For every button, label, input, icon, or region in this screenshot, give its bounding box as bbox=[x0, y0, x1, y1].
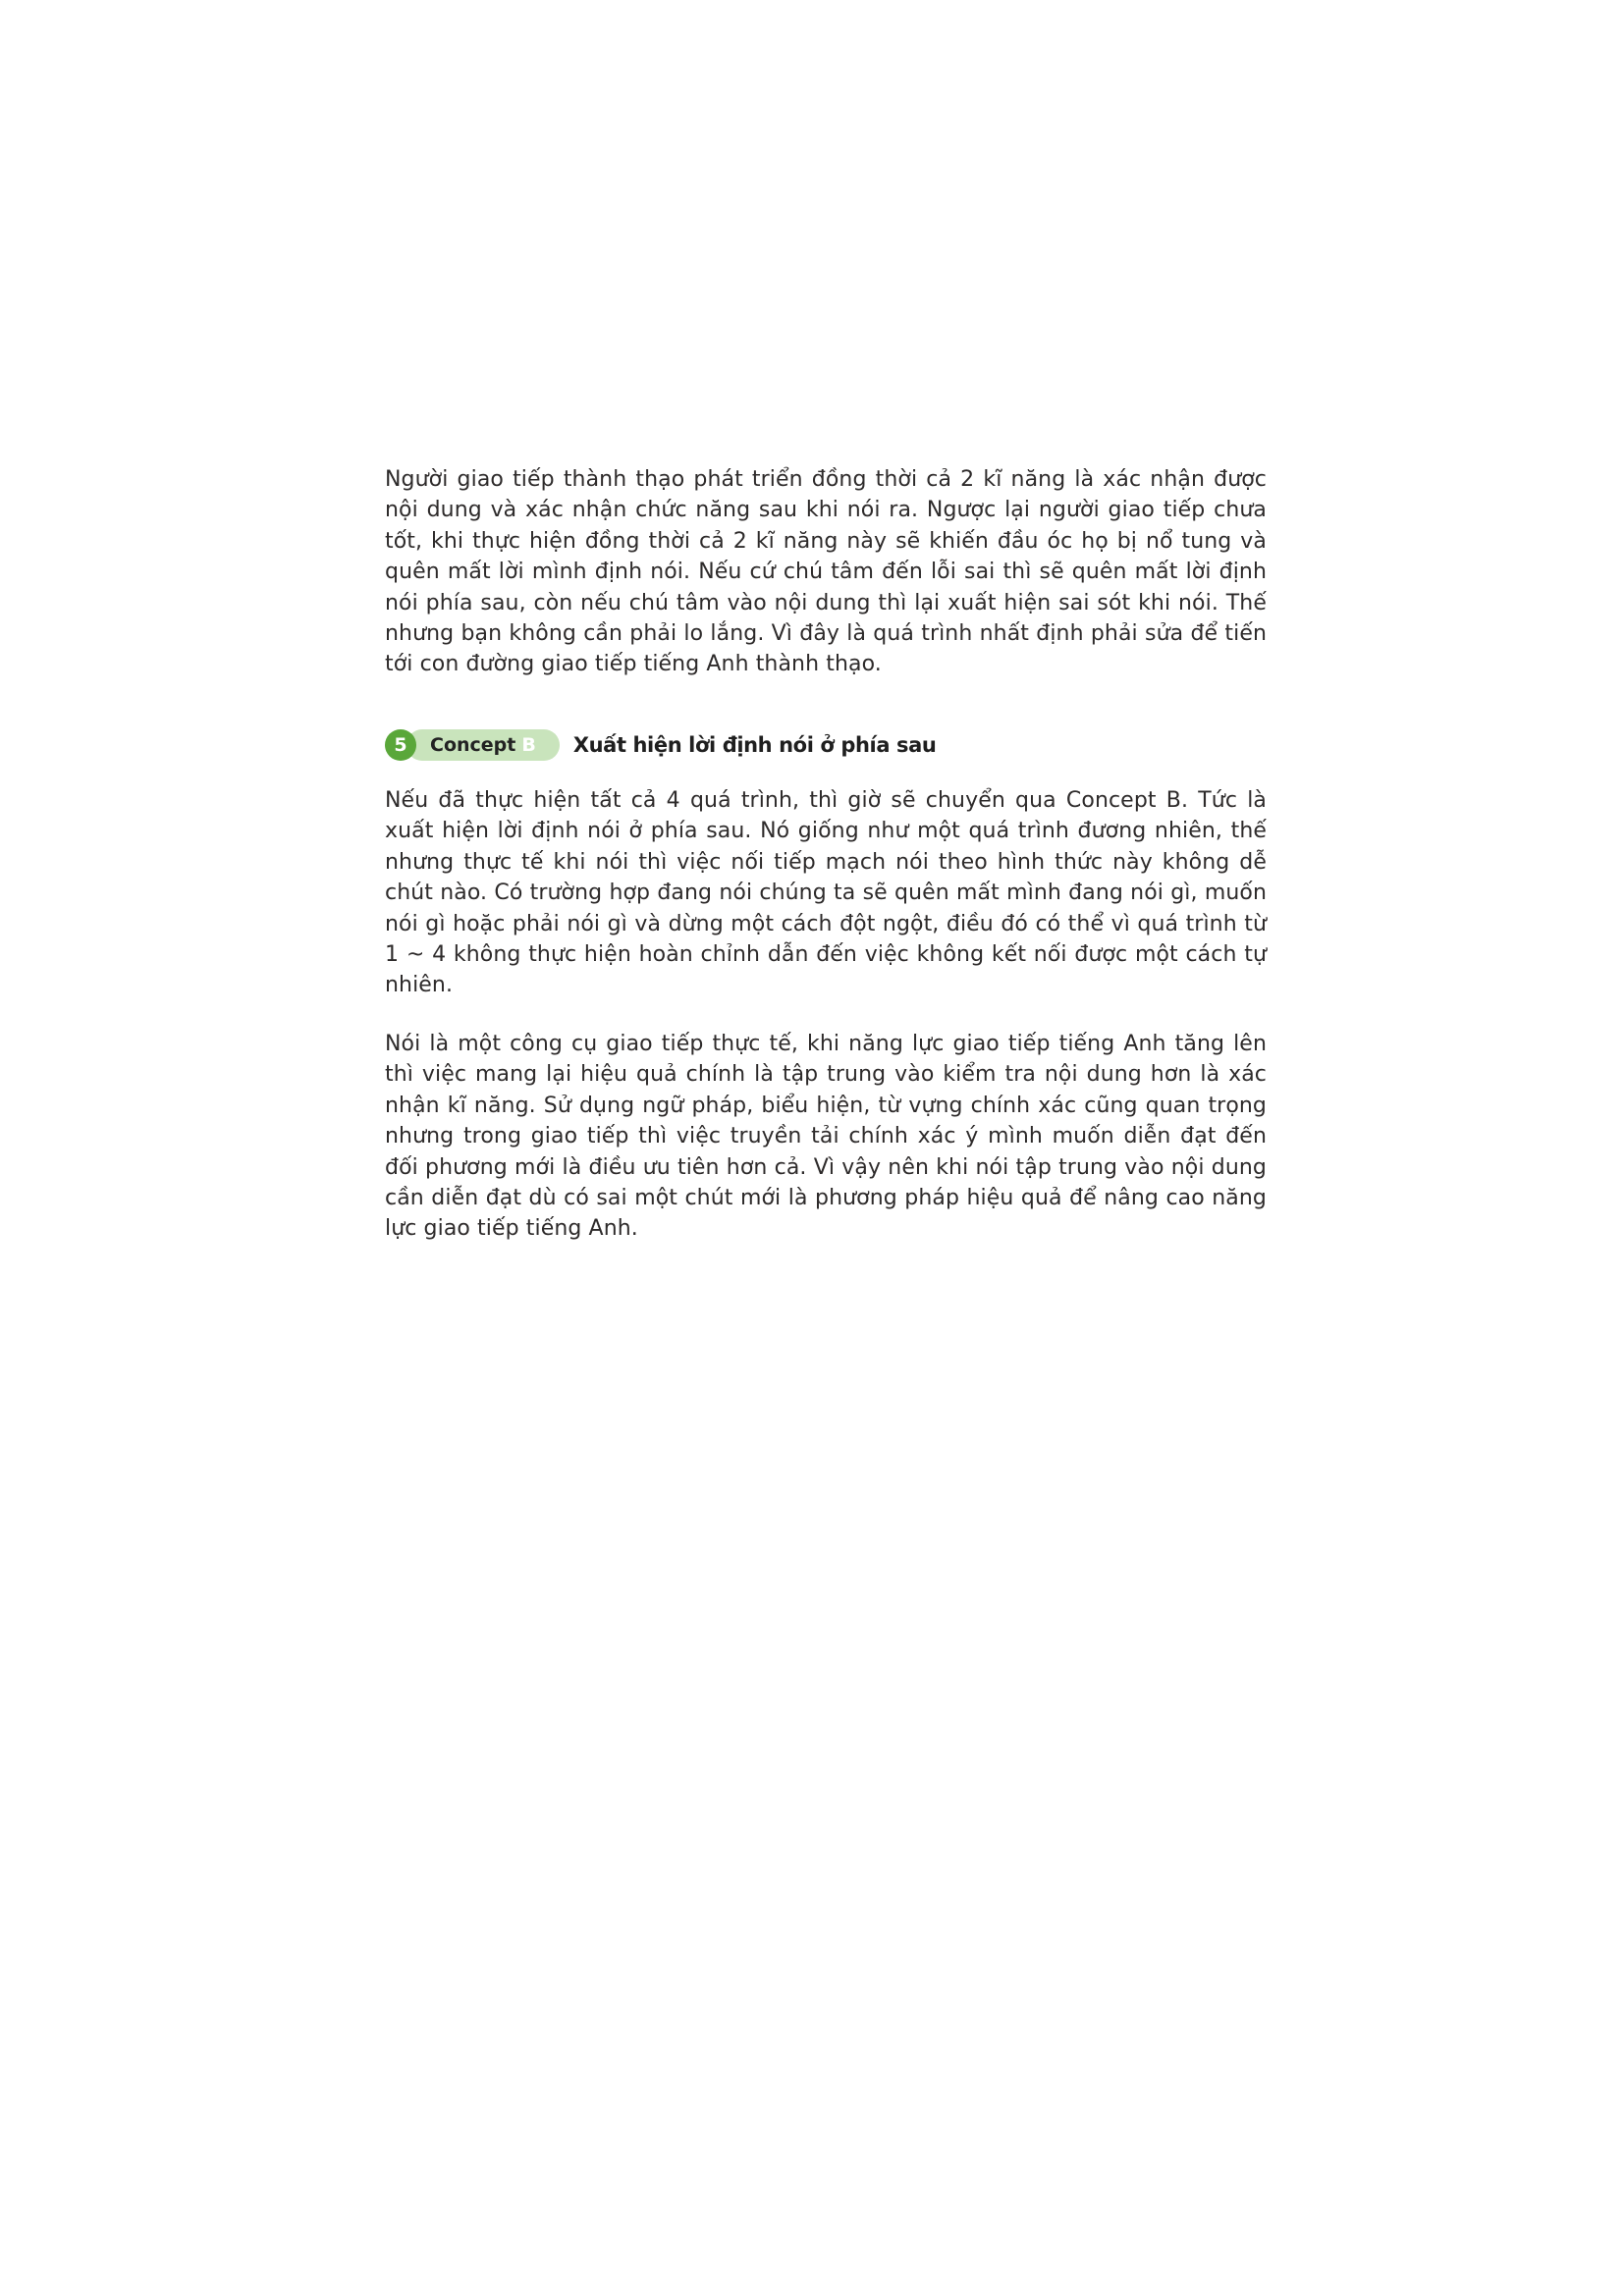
section-heading bbox=[385, 728, 936, 762]
paragraph-intro: Người giao tiếp thành thạo phát triển đồng thời cả 2 kĩ năng là xác nhận được nội dung và xác nhận chức năng sau khi nói ra. Ngược lại người giao tiếp chưa tốt, khi thực hiện đồng thời cả 2 kĩ năng này sẽ khiến đầu óc họ bị nổ tung và quên mất lời mình định nói. Nếu cứ chú tâm đến lỗi sai thì sẽ quên mất lời định nói phía sau, còn nếu chú tâm vào nội dung thì lại xuất hiện sai sót khi nói. Thế nhưng bạn không cần phải lo lắng. Vì đây là quá trình nhất định phải sửa để tiến tới con đường giao tiếp tiếng Anh thành thạo. bbox=[385, 467, 1267, 677]
paragraph-concept-b: Nếu đã thực hiện tất cả 4 quá trình, thì giờ sẽ chuyển qua Concept B. Tức là xuất hiện lời định nói ở phía sau. Nó giống như một quá trình đương nhiên, thế nhưng thực tế khi nói thì việc nối tiếp mạch nói theo hình thức này không dễ chút nào. Có trường hợp đang nói chúng ta sẽ quên mất mình đang nói gì, muốn nói gì hoặc phải nói gì và dừng một cách đột ngột, điều đó có thể vì quá trình từ 1 ~ 4 không thực hiện hoàn chỉnh dẫn đến việc không kết nối được một cách tự nhiên. bbox=[385, 788, 1267, 998]
concept-label-pill bbox=[406, 729, 560, 761]
concept-label: Concept bbox=[430, 734, 516, 756]
concept-letter: B bbox=[521, 734, 536, 756]
section-number-badge: 5 bbox=[385, 729, 416, 761]
section-title: Xuất hiện lời định nói ở phía sau bbox=[572, 733, 937, 757]
paragraph-conclusion: Nói là một công cụ giao tiếp thực tế, khi năng lực giao tiếp tiếng Anh tăng lên thì việc mang lại hiệu quả chính là tập trung vào kiểm tra nội dung hơn là xác nhận kĩ năng. Sử dụng ngữ pháp, biểu hiện, từ vựng chính xác cũng quan trọng nhưng trong giao tiếp thì việc truyền tải chính xác ý mình muốn diễn đạt đến đối phương mới là điều ưu tiên hơn cả. Vì vậy nên khi nói tập trung vào nội dung cần diễn đạt dù có sai một chút mới là phương pháp hiệu quả để nâng cao năng lực giao tiếp tiếng Anh. bbox=[385, 1032, 1267, 1242]
